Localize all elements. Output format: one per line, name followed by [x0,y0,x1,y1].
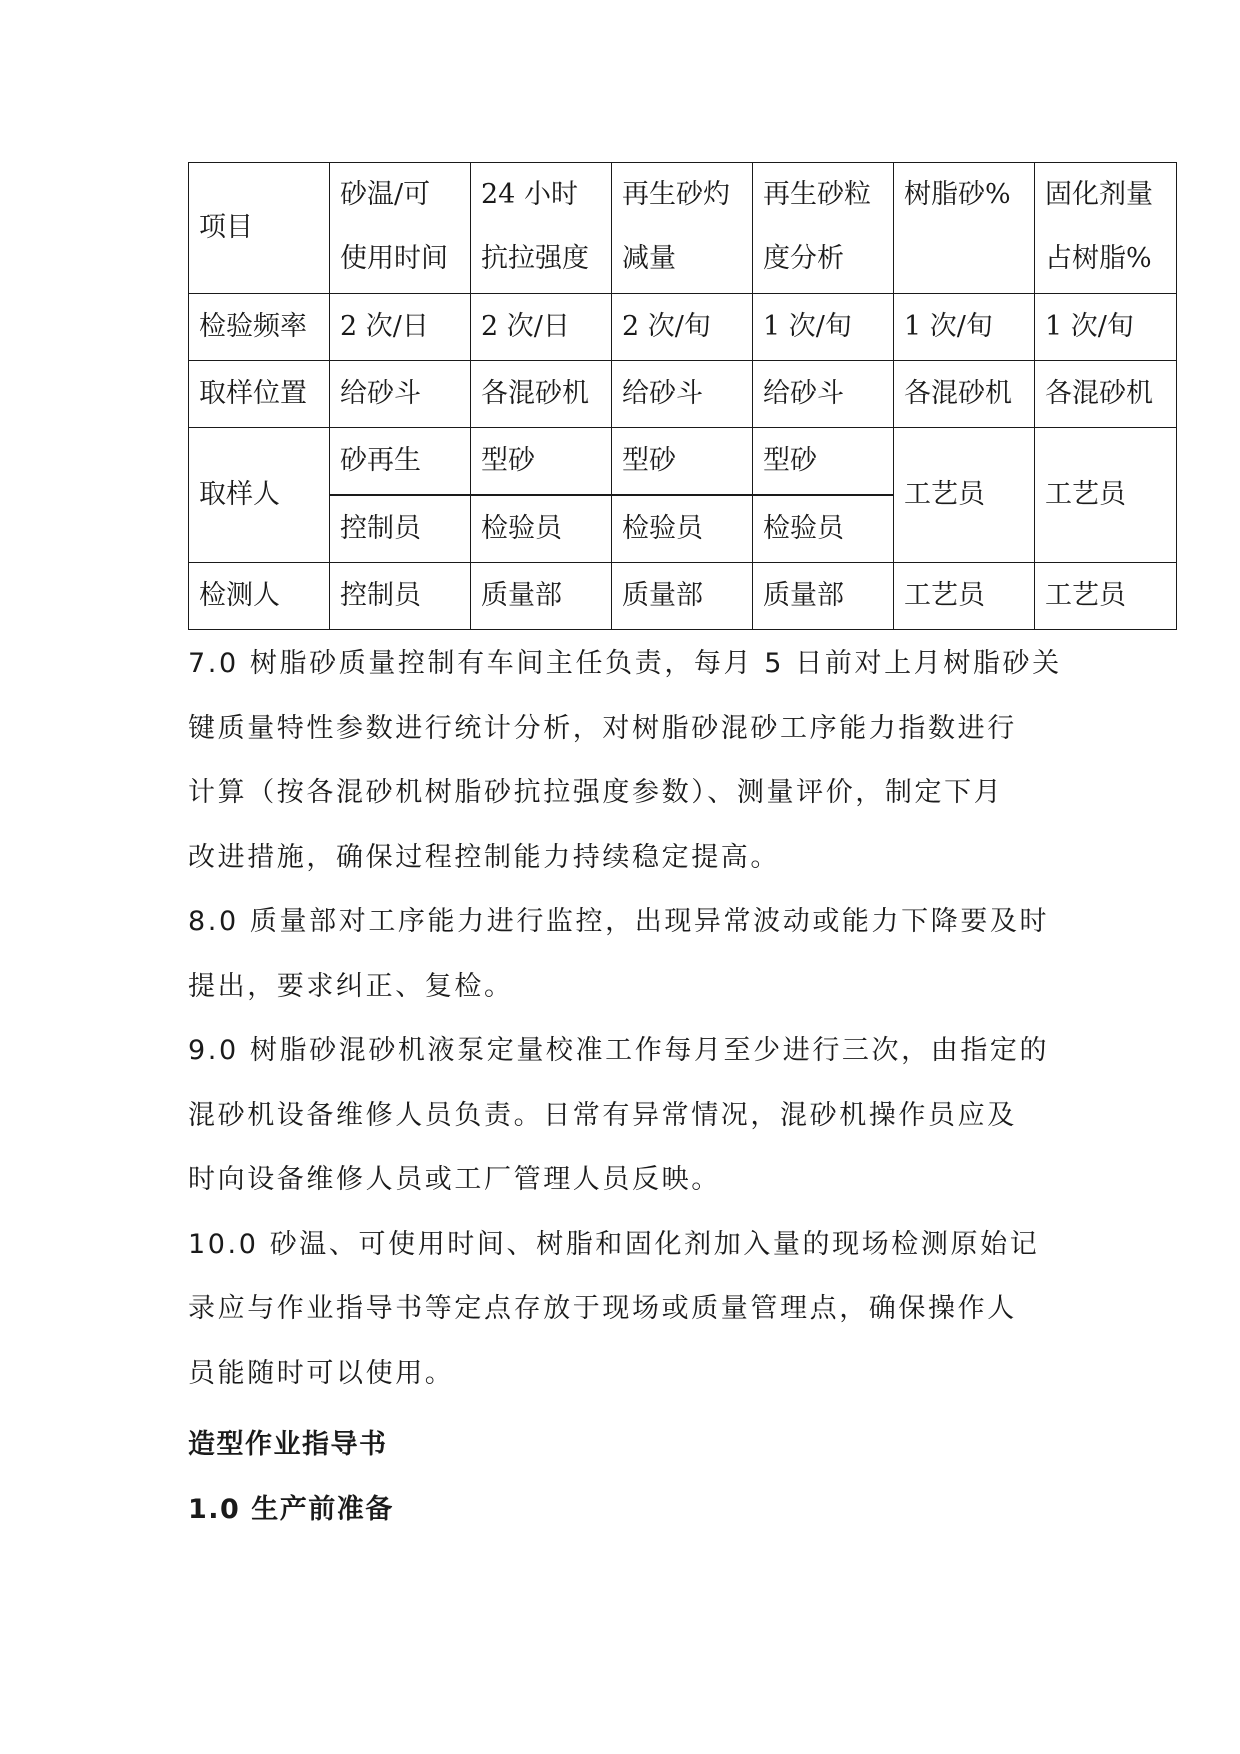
table-cell: 工艺员 [1035,428,1177,563]
table-cell: 检验员 [753,495,894,563]
section-title: 造型作业指导书 [188,1429,388,1460]
table-cell: 检测人 [189,563,330,630]
table-cell: 型砂 [753,428,894,496]
table-cell: 工艺员 [894,563,1035,630]
inspection-table [188,162,1177,630]
subsection-title: 1.0 生产前准备 [188,1494,394,1525]
table-cell: 控制员 [330,563,471,630]
table-cell: 质量部 [471,563,612,630]
table-cell: 检验员 [612,495,753,563]
table-cell: 质量部 [753,563,894,630]
paragraph-10: 10.0 砂温、可使用时间、树脂和固化剂加入量的现场检测原始记 录应与作业指导书等定点存放于现场或质量管理点，确保操作人 员能随时可以使用。 [188,1228,1040,1389]
table-cell: 取样人 [189,428,330,563]
table-cell: 2 次/日 [471,294,612,361]
table-row-location [189,361,1177,428]
header-cell-item: 项目 [189,163,330,294]
table-cell: 取样位置 [189,361,330,428]
header-cell-sand-temp: 砂温/可 使用时间 [330,163,471,294]
table-cell: 1 次/旬 [753,294,894,361]
table-cell: 各混砂机 [894,361,1035,428]
table-cell: 砂再生 [330,428,471,496]
table-row-sampler-top [189,428,1177,496]
table-header-row [189,163,1177,294]
table-cell: 工艺员 [1035,563,1177,630]
table-cell: 各混砂机 [471,361,612,428]
table-cell: 1 次/旬 [894,294,1035,361]
table-row-frequency [189,294,1177,361]
table-row-tester [189,563,1177,630]
paragraph-9: 9.0 树脂砂混砂机液泵定量校准工作每月至少进行三次，由指定的 混砂机设备维修人员负责。日常有异常情况，混砂机操作员应及 时向设备维修人员或工厂管理人员反映。 [188,1035,1050,1195]
table-cell: 型砂 [612,428,753,496]
paragraph-8: 8.0 质量部对工序能力进行监控，出现异常波动或能力下降要及时 提出，要求纠正、复检。 [188,906,1050,1002]
table-cell: 检验员 [471,495,612,563]
header-cell-resin: 树脂砂% [894,163,1035,294]
table-cell: 1 次/旬 [1035,294,1177,361]
body-text [188,632,1088,1406]
header-cell-loi: 再生砂灼 减量 [612,163,753,294]
table-cell: 2 次/日 [330,294,471,361]
header-cell-hardener: 固化剂量 占树脂% [1035,163,1177,294]
table-cell: 给砂斗 [612,361,753,428]
table-cell: 检验频率 [189,294,330,361]
table-cell: 各混砂机 [1035,361,1177,428]
paragraph-7: 7.0 树脂砂质量控制有车间主任负责，每月 5 日前对上月树脂砂关 键质量特性参数进行统计分析，对树脂砂混砂工序能力指数进行 计算（按各混砂机树脂砂抗拉强度参数）、测量评价，制定下月 改进措施，确保过程控制能力持续稳定提高。 [188,648,1062,873]
header-cell-grain: 再生砂粒 度分析 [753,163,894,294]
table-cell: 型砂 [471,428,612,496]
table-cell: 给砂斗 [753,361,894,428]
table-cell: 2 次/旬 [612,294,753,361]
table-cell: 控制员 [330,495,471,563]
table-cell: 给砂斗 [330,361,471,428]
table-cell: 工艺员 [894,428,1035,563]
header-cell-tensile: 24 小时 抗拉强度 [471,163,612,294]
table-cell: 质量部 [612,563,753,630]
